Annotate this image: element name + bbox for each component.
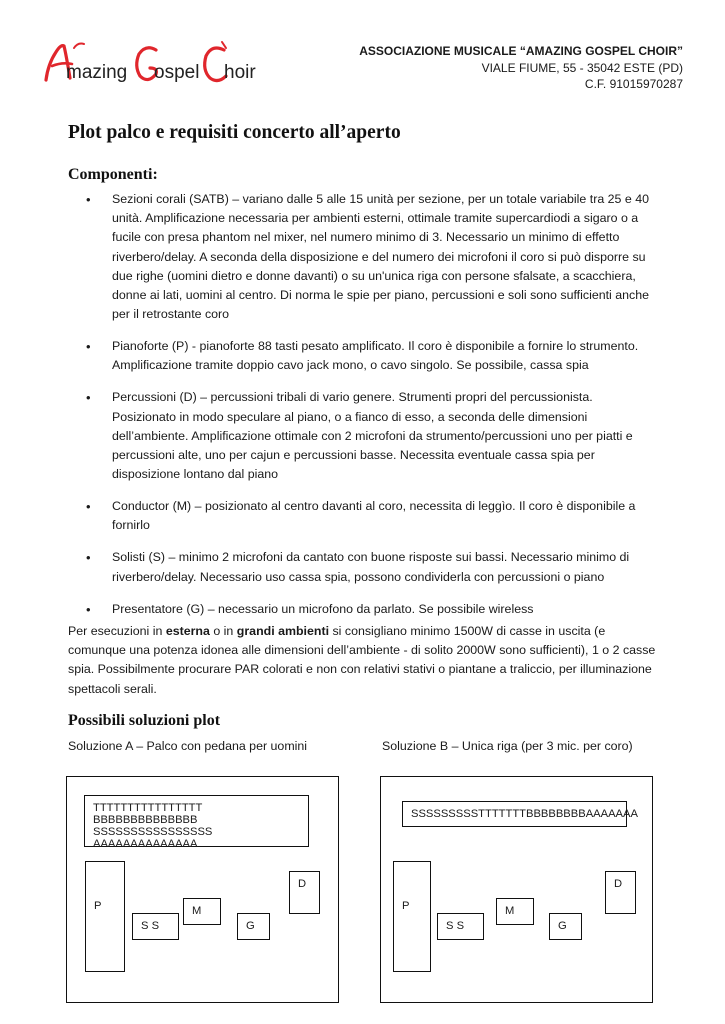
solution-a-caption: Soluzione A – Palco con pedana per uomini bbox=[68, 739, 308, 753]
paragraph-bold-text: esterna bbox=[165, 624, 210, 638]
amplification-paragraph bbox=[68, 622, 660, 699]
choir-riser-box bbox=[84, 795, 309, 850]
choir-row-back: TTTTTTTTTTTTTTTT BBBBBBBBBBBBBB bbox=[93, 802, 203, 826]
list-item: • Sezioni corali (SATB) – variano dalle 5 alle 15 unità per sezione, per un totale variabile tra 25 e 40 unità. Amplificazione necessaria per ambienti esterni, ottimale tramite supercardiodi a sigaro o a fucile con presa phantom nel mixer, nel numero minimo di 3. Necessario un minimo di effetto riverbero/delay. A seconda della disposizione e del numero dei microfoni il coro si può disporre su due righe (uomini dietro e donne davanti) o su un'unica riga con persone sfalsate, a scacchiera, donne ai lati, uomini al centro. Di norma le spie per piano, percussioni e soli sono sufficienti anche per il retrostante coro bbox=[68, 190, 658, 324]
paragraph-text: o in bbox=[209, 624, 237, 638]
presenter-box bbox=[237, 913, 270, 940]
list-item: • Conductor (M) – posizionato al centro davanti al coro, necessita di leggìo. Il coro è disponibile a fornirlo bbox=[68, 497, 658, 535]
soloists-box bbox=[437, 913, 484, 940]
paragraph-bold-text: grandi ambienti bbox=[236, 624, 330, 638]
solution-b-caption: Soluzione B – Unica riga (per 3 mic. per coro) bbox=[382, 739, 633, 753]
presenter-label: G bbox=[558, 920, 567, 932]
list-item: • Solisti (S) – minimo 2 microfoni da cantato con buone risposte sui bassi. Necessario minimo di riverbero/delay. Necessario uso cassa spia, possono condividerla con percussioni o piano bbox=[68, 548, 658, 586]
page-title: Plot palco e requisiti concerto all’aperto bbox=[68, 122, 401, 143]
choir-row-front: SSSSSSSSSSSSSSSS AAAAAAAAAAAAAA bbox=[93, 826, 213, 850]
stage-plot-b bbox=[380, 776, 653, 1003]
svg-text:mazing: mazing bbox=[66, 62, 128, 83]
presenter-label: G bbox=[246, 920, 255, 932]
presenter-box bbox=[549, 913, 582, 940]
amazing-gospel-choir-logo bbox=[42, 38, 287, 90]
paragraph-text: Per esecuzioni in bbox=[68, 624, 166, 638]
svg-text:hoir: hoir bbox=[224, 62, 256, 83]
drums-box bbox=[605, 871, 636, 914]
conductor-box bbox=[183, 898, 221, 925]
stage-plot-a bbox=[66, 776, 339, 1003]
conductor-label: M bbox=[192, 905, 202, 917]
drums-box bbox=[289, 871, 320, 914]
soloists-box bbox=[132, 913, 179, 940]
tax-code: C.F. 91015970287 bbox=[584, 77, 683, 91]
paragraph-text: si consigliano minimo 1500W di casse in uscita (e comunque una potenza idonea alle dimensioni dell’ambiente - di solito 2000W sono sufficienti), 1 o 2 casse spia. Possibilmente procurare PAR colorati e non con relativi stativi o piantane a traliccio, per illuminazione spettacoli serali. bbox=[68, 624, 656, 696]
list-item: • Pianoforte (P) - pianoforte 88 tasti pesato amplificato. Il coro è disponibile a fornire lo strumento. Amplificazione tramite doppio cavo jack mono, o cavo singolo. Se possibile, cassa spia bbox=[68, 337, 658, 375]
conductor-box bbox=[496, 898, 534, 925]
piano-label: P bbox=[402, 900, 410, 912]
choir-row: SSSSSSSSSTTTTTTTBBBBBBBBAAAAAAA bbox=[411, 808, 638, 820]
organization-address: VIALE FIUME, 55 - 35042 ESTE (PD) bbox=[481, 60, 683, 75]
organization-name: ASSOCIAZIONE MUSICALE “AMAZING GOSPEL CHOIR” bbox=[359, 44, 683, 58]
association-header bbox=[359, 43, 683, 93]
soloists-label: S S bbox=[446, 920, 465, 932]
conductor-label: M bbox=[505, 905, 515, 917]
piano-box bbox=[393, 861, 431, 972]
soloists-label: S S bbox=[141, 920, 160, 932]
plots-heading: Possibili soluzioni plot bbox=[68, 712, 221, 729]
drums-label: D bbox=[298, 878, 307, 890]
components-heading: Componenti: bbox=[68, 166, 158, 183]
piano-box bbox=[85, 861, 125, 972]
drums-label: D bbox=[614, 878, 623, 890]
choir-single-row-box bbox=[402, 801, 638, 827]
piano-label: P bbox=[94, 900, 102, 912]
list-item: • Presentatore (G) – necessario un microfono da parlato. Se possibile wireless bbox=[68, 600, 658, 619]
list-item: • Percussioni (D) – percussioni tribali di vario genere. Strumenti propri del percussionista. Posizionato in modo speculare al piano, o a fianco di esso, a seconda delle dimensioni dell’ambiente. Amplificazione ottimale con 2 microfoni da strumento/percussioni uno per piatti e percussioni alte, uno per cajun e percussioni basse. Necessita eventuale cassa spia per disposizione lontano dal piano bbox=[68, 388, 658, 484]
svg-text:ospel: ospel bbox=[154, 62, 200, 83]
components-list bbox=[68, 190, 658, 632]
